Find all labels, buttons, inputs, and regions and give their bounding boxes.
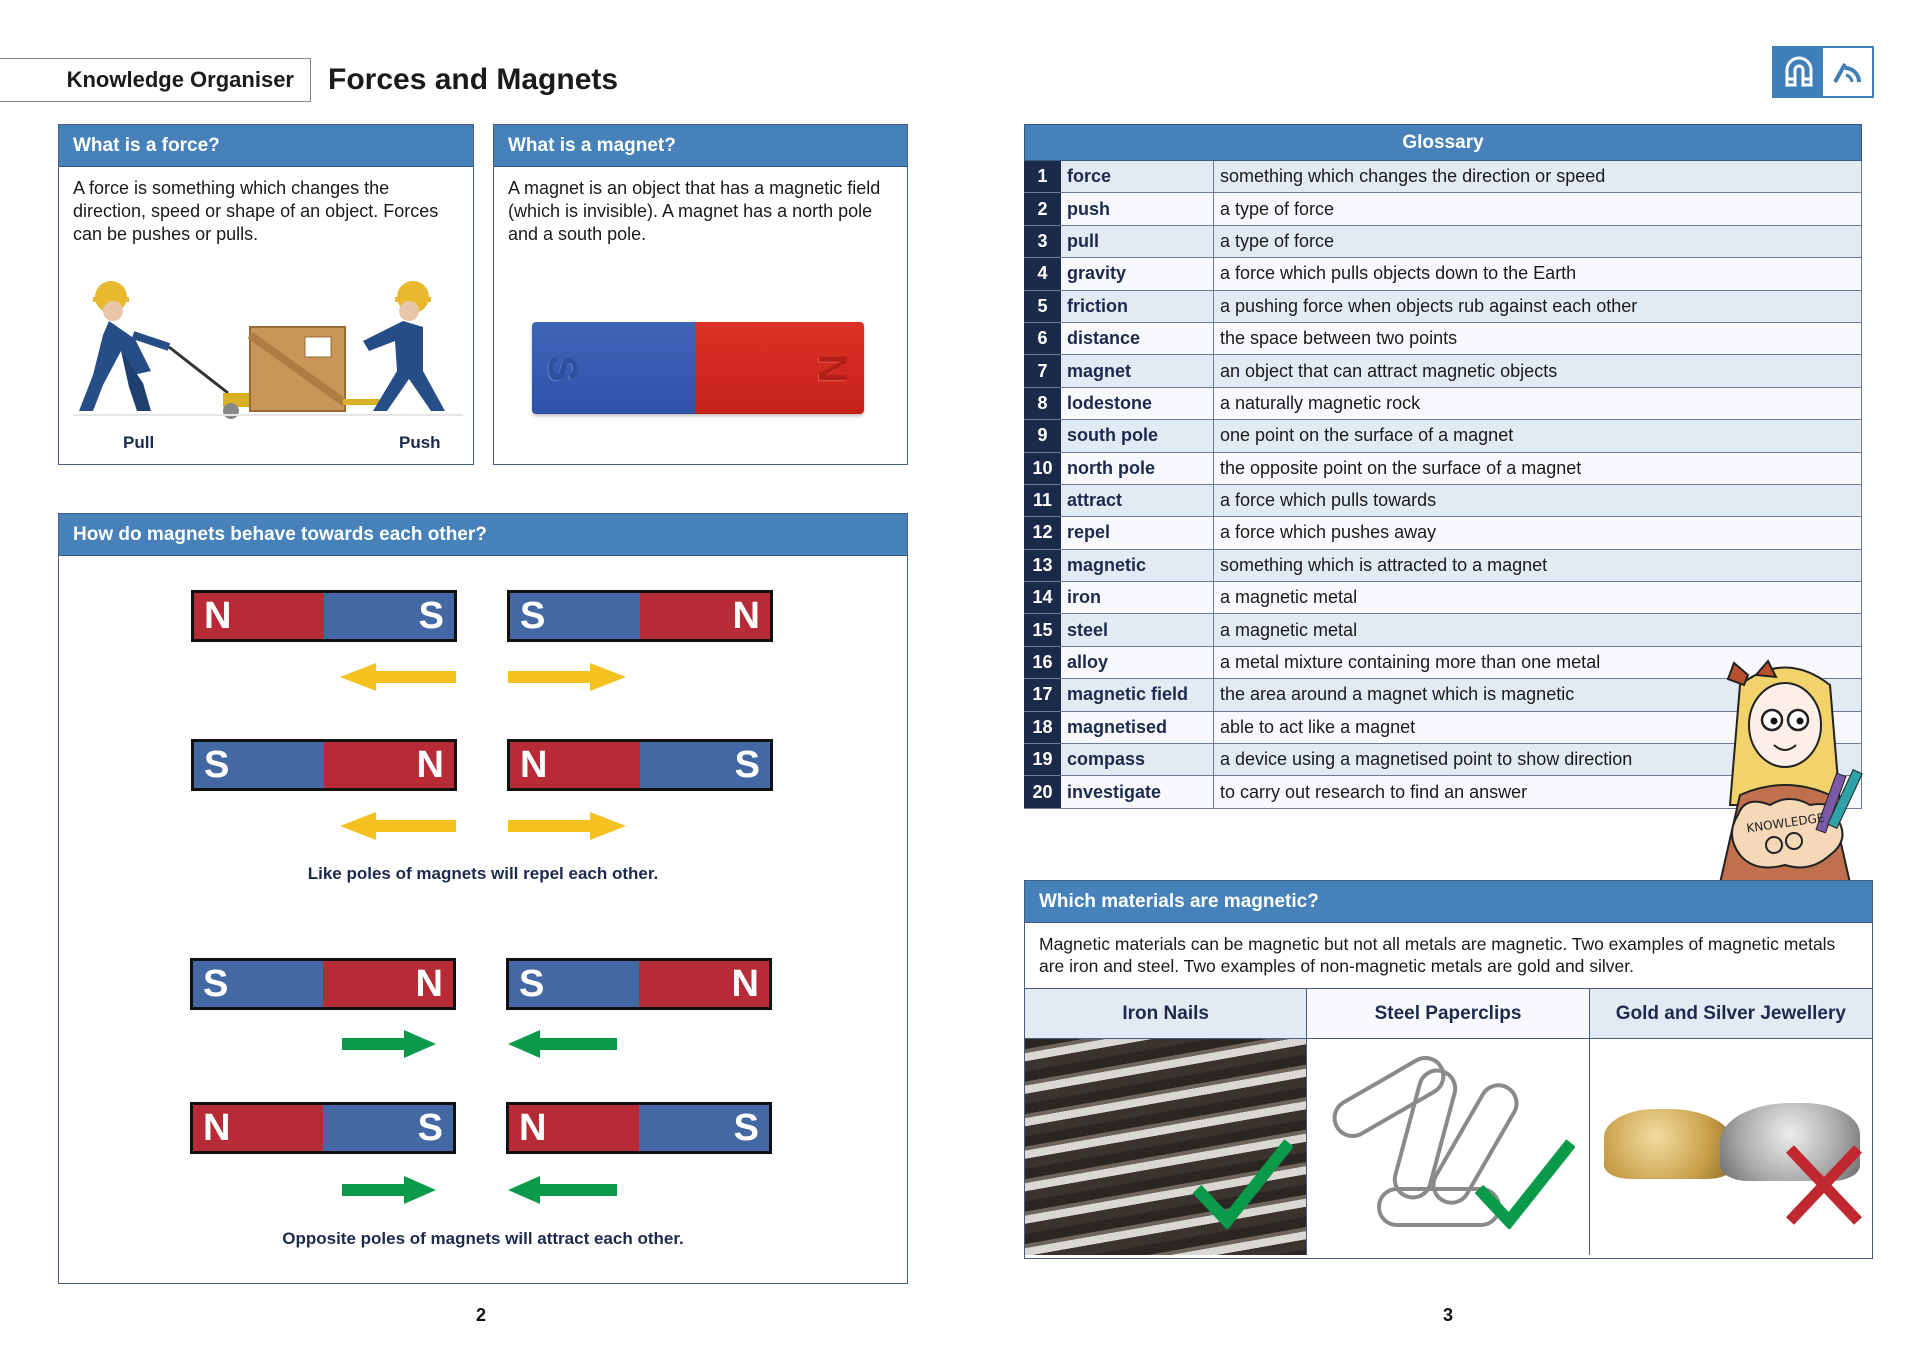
magnet-box — [493, 124, 908, 465]
glossary-number: 13 — [1025, 549, 1061, 581]
iron-nails-photo — [1025, 1039, 1306, 1255]
bar-magnet — [191, 590, 457, 642]
glossary-number: 20 — [1025, 776, 1061, 808]
magnet-box-text: A magnet is an object that has a magnetic field (which is invisible). A magnet has a north pole and a south pole. — [508, 178, 881, 244]
glossary-row — [1025, 614, 1862, 646]
mascot-sign-text: KNOWLEDGE — [1745, 810, 1826, 836]
glossary-definition: a naturally magnetic rock — [1214, 387, 1862, 419]
glossary-number: 1 — [1025, 161, 1061, 193]
glossary-term: attract — [1061, 484, 1214, 516]
glossary-number: 6 — [1025, 322, 1061, 354]
glossary-term: distance — [1061, 322, 1214, 354]
glossary-number: 16 — [1025, 646, 1061, 678]
glossary-row — [1025, 517, 1862, 549]
north-pole: N — [194, 593, 324, 639]
glossary-row — [1025, 484, 1862, 516]
glossary-term: alloy — [1061, 646, 1214, 678]
glossary-definition: the area around a magnet which is magnetic — [1214, 679, 1862, 711]
steel-paperclips-photo — [1307, 1039, 1588, 1255]
glossary-definition: a pushing force when objects rub against each other — [1214, 290, 1862, 322]
glossary-definition: to carry out research to find an answer — [1214, 776, 1862, 808]
force-box — [58, 124, 474, 465]
glossary-number: 17 — [1025, 679, 1061, 711]
force-box-title: What is a force? — [59, 125, 473, 167]
glossary-term: magnetic — [1061, 549, 1214, 581]
glossary-row — [1025, 355, 1862, 387]
glossary-row — [1025, 322, 1862, 354]
north-pole: N — [509, 1105, 639, 1151]
bar-magnet-photo — [532, 322, 864, 414]
bar-magnet — [507, 590, 773, 642]
glossary-definition: a force which pushes away — [1214, 517, 1862, 549]
glossary-number: 18 — [1025, 711, 1061, 743]
glossary-definition: a type of force — [1214, 225, 1862, 257]
north-pole: N — [323, 961, 453, 1007]
glossary-definition: able to act like a magnet — [1214, 711, 1862, 743]
glossary-row — [1025, 549, 1862, 581]
magnet-box-title: What is a magnet? — [494, 125, 907, 167]
glossary-number: 9 — [1025, 420, 1061, 452]
glossary-number: 2 — [1025, 193, 1061, 225]
glossary-row — [1025, 290, 1862, 322]
material-label: Iron Nails — [1025, 989, 1306, 1039]
south-pole-label: S — [539, 354, 584, 382]
glossary-row — [1025, 387, 1862, 419]
material-steel-paperclips — [1307, 989, 1589, 1255]
bar-magnet — [190, 958, 456, 1010]
workers-illustration — [73, 275, 463, 425]
glossary-number: 11 — [1025, 484, 1061, 516]
attract-arrows — [340, 1173, 630, 1207]
glossary-definition: a device using a magnetised point to show direction — [1214, 744, 1862, 776]
glossary-row — [1025, 452, 1862, 484]
materials-box — [1024, 880, 1873, 1259]
glossary-row — [1025, 225, 1862, 257]
materials-box-text: Magnetic materials can be magnetic but not all metals are magnetic. Two examples of magnetic metals are iron and steel. Two examples of non-magnetic metals are gold and silver. — [1025, 923, 1872, 989]
force-box-text: A force is something which changes the direction, speed or shape of an object. Forces can be pushes or pulls. — [73, 178, 439, 244]
behaviour-box — [58, 513, 908, 1284]
glossary-term: magnet — [1061, 355, 1214, 387]
north-pole: N — [324, 742, 454, 788]
page-number-left: 2 — [476, 1305, 487, 1325]
material-gold-silver-jewellery — [1590, 989, 1872, 1255]
south-pole: S — [639, 1105, 769, 1151]
page-number-right: 3 — [1443, 1305, 1454, 1325]
mascot-girl-illustration — [1700, 655, 1870, 883]
south-pole: S — [509, 961, 639, 1007]
south-pole: S — [510, 593, 640, 639]
south-pole: S — [194, 742, 324, 788]
repel-arrows — [340, 660, 630, 694]
glossary-term: magnetised — [1061, 711, 1214, 743]
glossary-definition: a magnetic metal — [1214, 614, 1862, 646]
push-caption: Push — [399, 433, 441, 452]
glossary-number: 15 — [1025, 614, 1061, 646]
glossary-definition: a force which pulls objects down to the Earth — [1214, 258, 1862, 290]
glossary-term: gravity — [1061, 258, 1214, 290]
jewellery-photo — [1590, 1039, 1872, 1255]
glossary-definition: a force which pulls towards — [1214, 484, 1862, 516]
glossary-row — [1025, 420, 1862, 452]
magnet-logo-icon — [1774, 48, 1823, 96]
glossary-row — [1025, 193, 1862, 225]
glossary-term: steel — [1061, 614, 1214, 646]
glossary-definition: an object that can attract magnetic objects — [1214, 355, 1862, 387]
glossary-number: 19 — [1025, 744, 1061, 776]
knowledge-organiser-label: Knowledge Organiser — [0, 58, 311, 102]
glossary-row — [1025, 258, 1862, 290]
materials-box-title: Which materials are magnetic? — [1025, 881, 1872, 923]
material-label: Gold and Silver Jewellery — [1590, 989, 1872, 1039]
glossary-term: push — [1061, 193, 1214, 225]
attract-arrows — [340, 1027, 630, 1061]
south-pole: S — [323, 1105, 453, 1151]
tick-icon — [1193, 1139, 1293, 1229]
glossary-term: magnetic field — [1061, 679, 1214, 711]
glossary-number: 7 — [1025, 355, 1061, 387]
glossary-term: compass — [1061, 744, 1214, 776]
glossary-definition: a type of force — [1214, 193, 1862, 225]
signal-logo-icon — [1823, 48, 1872, 96]
pull-caption: Pull — [123, 433, 155, 452]
glossary-definition: something which is attracted to a magnet — [1214, 549, 1862, 581]
behaviour-box-title: How do magnets behave towards each other? — [59, 514, 907, 556]
north-pole: N — [193, 1105, 323, 1151]
south-pole: S — [640, 742, 770, 788]
glossary-number: 14 — [1025, 582, 1061, 614]
material-iron-nails — [1025, 989, 1307, 1255]
bar-magnet — [191, 739, 457, 791]
attract-caption: Opposite poles of magnets will attract each other. — [282, 1229, 684, 1248]
glossary-term: south pole — [1061, 420, 1214, 452]
bar-magnet — [506, 958, 772, 1010]
glossary-term: repel — [1061, 517, 1214, 549]
glossary-term: pull — [1061, 225, 1214, 257]
bar-magnet — [507, 739, 773, 791]
tick-icon — [1475, 1139, 1575, 1229]
glossary-row — [1025, 582, 1862, 614]
north-pole: N — [639, 961, 769, 1007]
glossary-term: iron — [1061, 582, 1214, 614]
materials-grid — [1025, 989, 1872, 1255]
glossary-definition: the opposite point on the surface of a magnet — [1214, 452, 1862, 484]
north-pole: N — [510, 742, 640, 788]
logo — [1772, 46, 1874, 98]
glossary-definition: one point on the surface of a magnet — [1214, 420, 1862, 452]
glossary-definition: something which changes the direction or speed — [1214, 161, 1862, 193]
repel-arrows — [340, 809, 630, 843]
glossary-definition: a metal mixture containing more than one metal — [1214, 646, 1862, 678]
glossary-term: force — [1061, 161, 1214, 193]
glossary-number: 5 — [1025, 290, 1061, 322]
cross-icon — [1786, 1145, 1862, 1225]
glossary-definition: a magnetic metal — [1214, 582, 1862, 614]
glossary-number: 4 — [1025, 258, 1061, 290]
glossary-term: investigate — [1061, 776, 1214, 808]
glossary-number: 3 — [1025, 225, 1061, 257]
glossary-row — [1025, 161, 1862, 193]
north-pole-label: N — [810, 353, 855, 383]
north-pole: N — [640, 593, 770, 639]
glossary-term: lodestone — [1061, 387, 1214, 419]
glossary-number: 12 — [1025, 517, 1061, 549]
repel-caption: Like poles of magnets will repel each other. — [307, 864, 659, 883]
glossary-number: 10 — [1025, 452, 1061, 484]
bar-magnet — [506, 1102, 772, 1154]
material-label: Steel Paperclips — [1307, 989, 1588, 1039]
south-pole: S — [193, 961, 323, 1007]
glossary-term: north pole — [1061, 452, 1214, 484]
glossary-title: Glossary — [1025, 125, 1862, 161]
south-pole: S — [324, 593, 454, 639]
glossary-number: 8 — [1025, 387, 1061, 419]
glossary-term: friction — [1061, 290, 1214, 322]
page-title: Forces and Magnets — [328, 63, 619, 96]
bar-magnet — [190, 1102, 456, 1154]
glossary-definition: the space between two points — [1214, 322, 1862, 354]
